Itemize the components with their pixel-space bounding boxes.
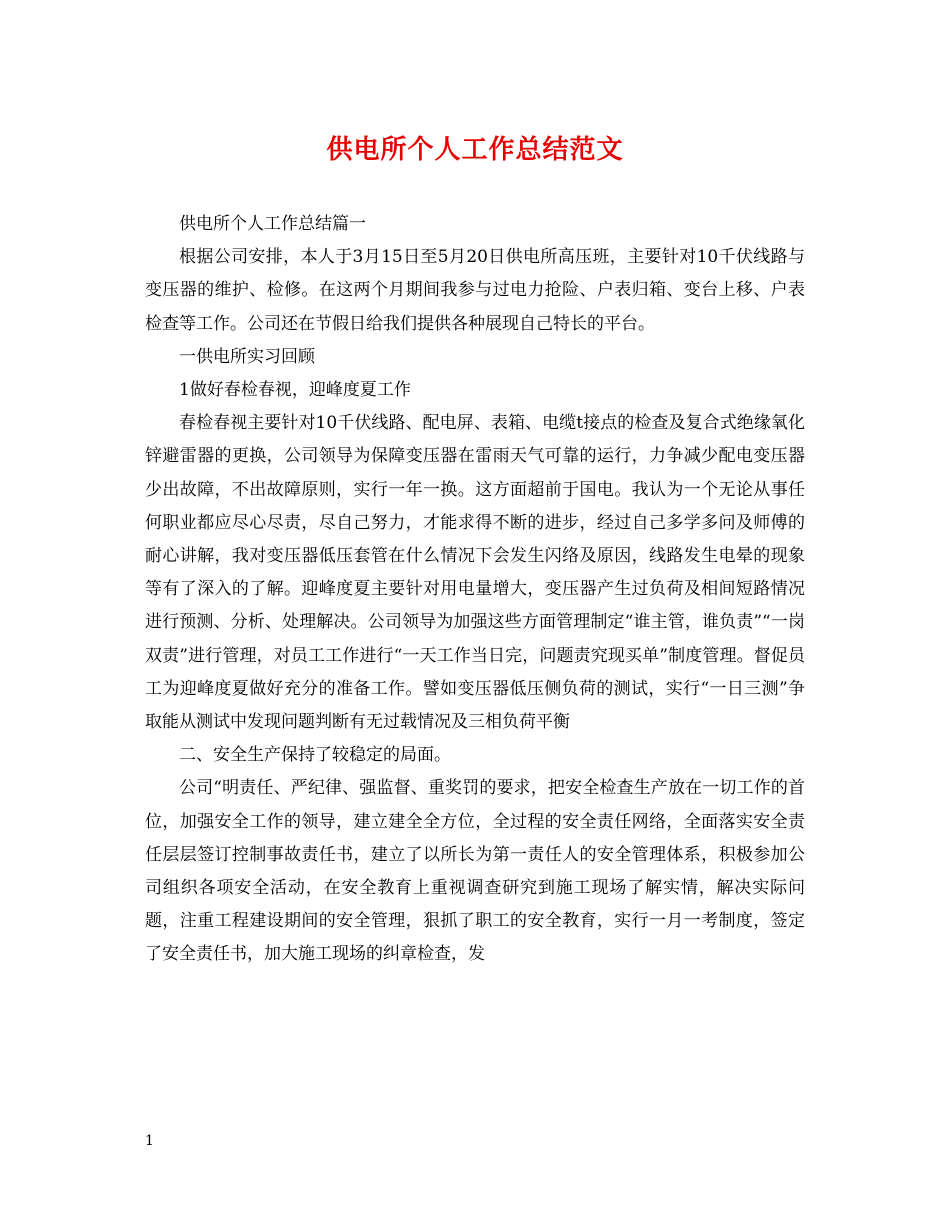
page-number: 1 xyxy=(145,1133,154,1149)
document-title: 供电所个人工作总结范文 xyxy=(326,135,624,165)
paragraph-spring-inspection: 春检春视主要针对10千伏线路、配电屏、表箱、电缆t接点的检查及复合式绝缘氧化锌避雷器的更换，公司领导为保障变压器在雷雨天气可靠的运行，力争减少配电变压器少出故障，不出故障原则，实行一年一换。这方面超前于国电。我认为一个无论从事任何职业都应尽心尽责，尽自己努力，才能求得不断的进步，经过自己多学多问及师傅的耐心讲解，我对变压器低压套管在什么情况下会发生闪络及原因，线路发生电晕的现象等有了深入的了解。迎峰度夏主要针对用电量增大，变压器产生过负荷及相间短路情况进行预测、分析、处理解决。公司领导为加强这些方面管理制定“谁主管，谁负责”“一岗双责”进行管理，对员工工作进行“一天工作当日完，问题责究现买单”制度管理。督促员工为迎峰度夏做好充分的准备工作。譬如变压器低压侧负荷的测试，实行“一日三测”争取能从测试中发现问题判断有无过载情况及三相负荷平衡 xyxy=(145,413,805,733)
section-heading-review: 一供电所实习回顾 xyxy=(179,346,315,367)
paragraph-safety: 公司“明责任、严纪律、强监督、重奖罚的要求，把安全检查生产放在一切工作的首位，加强安全工作的领导，建立建全全方位，全过程的安全责任网络，全面落实安全责任层层签订控制事故责任书，建立了以所长为第一责任人的安全管理体系，积极参加公司组织各项安全活动，在安全教育上重视调查研究到施工现场了解实情，解决实际问题，注重工程建设期间的安全管理，狠抓了职工的安全教育，实行一月一考制度，签定了安全责任书，加大施工现场的纠章检查，发 xyxy=(145,778,805,965)
subheading-spring-inspection: 1做好春检春视，迎峰度夏工作 xyxy=(179,380,411,401)
section-heading-safety: 二、安全生产保持了较稳定的局面。 xyxy=(179,745,451,766)
section-heading-article-one: 供电所个人工作总结篇一 xyxy=(179,214,366,234)
paragraph-intro: 根据公司安排，本人于3月15日至5月20日供电所高压班，主要针对10千伏线路与变压器的维护、检修。在这两个月期间我参与过电力抢险、户表归箱、变台上移、户表检查等工作。公司还在节假日给我们提供各种展现自己特长的平台。 xyxy=(145,247,805,334)
document-body xyxy=(145,208,805,972)
